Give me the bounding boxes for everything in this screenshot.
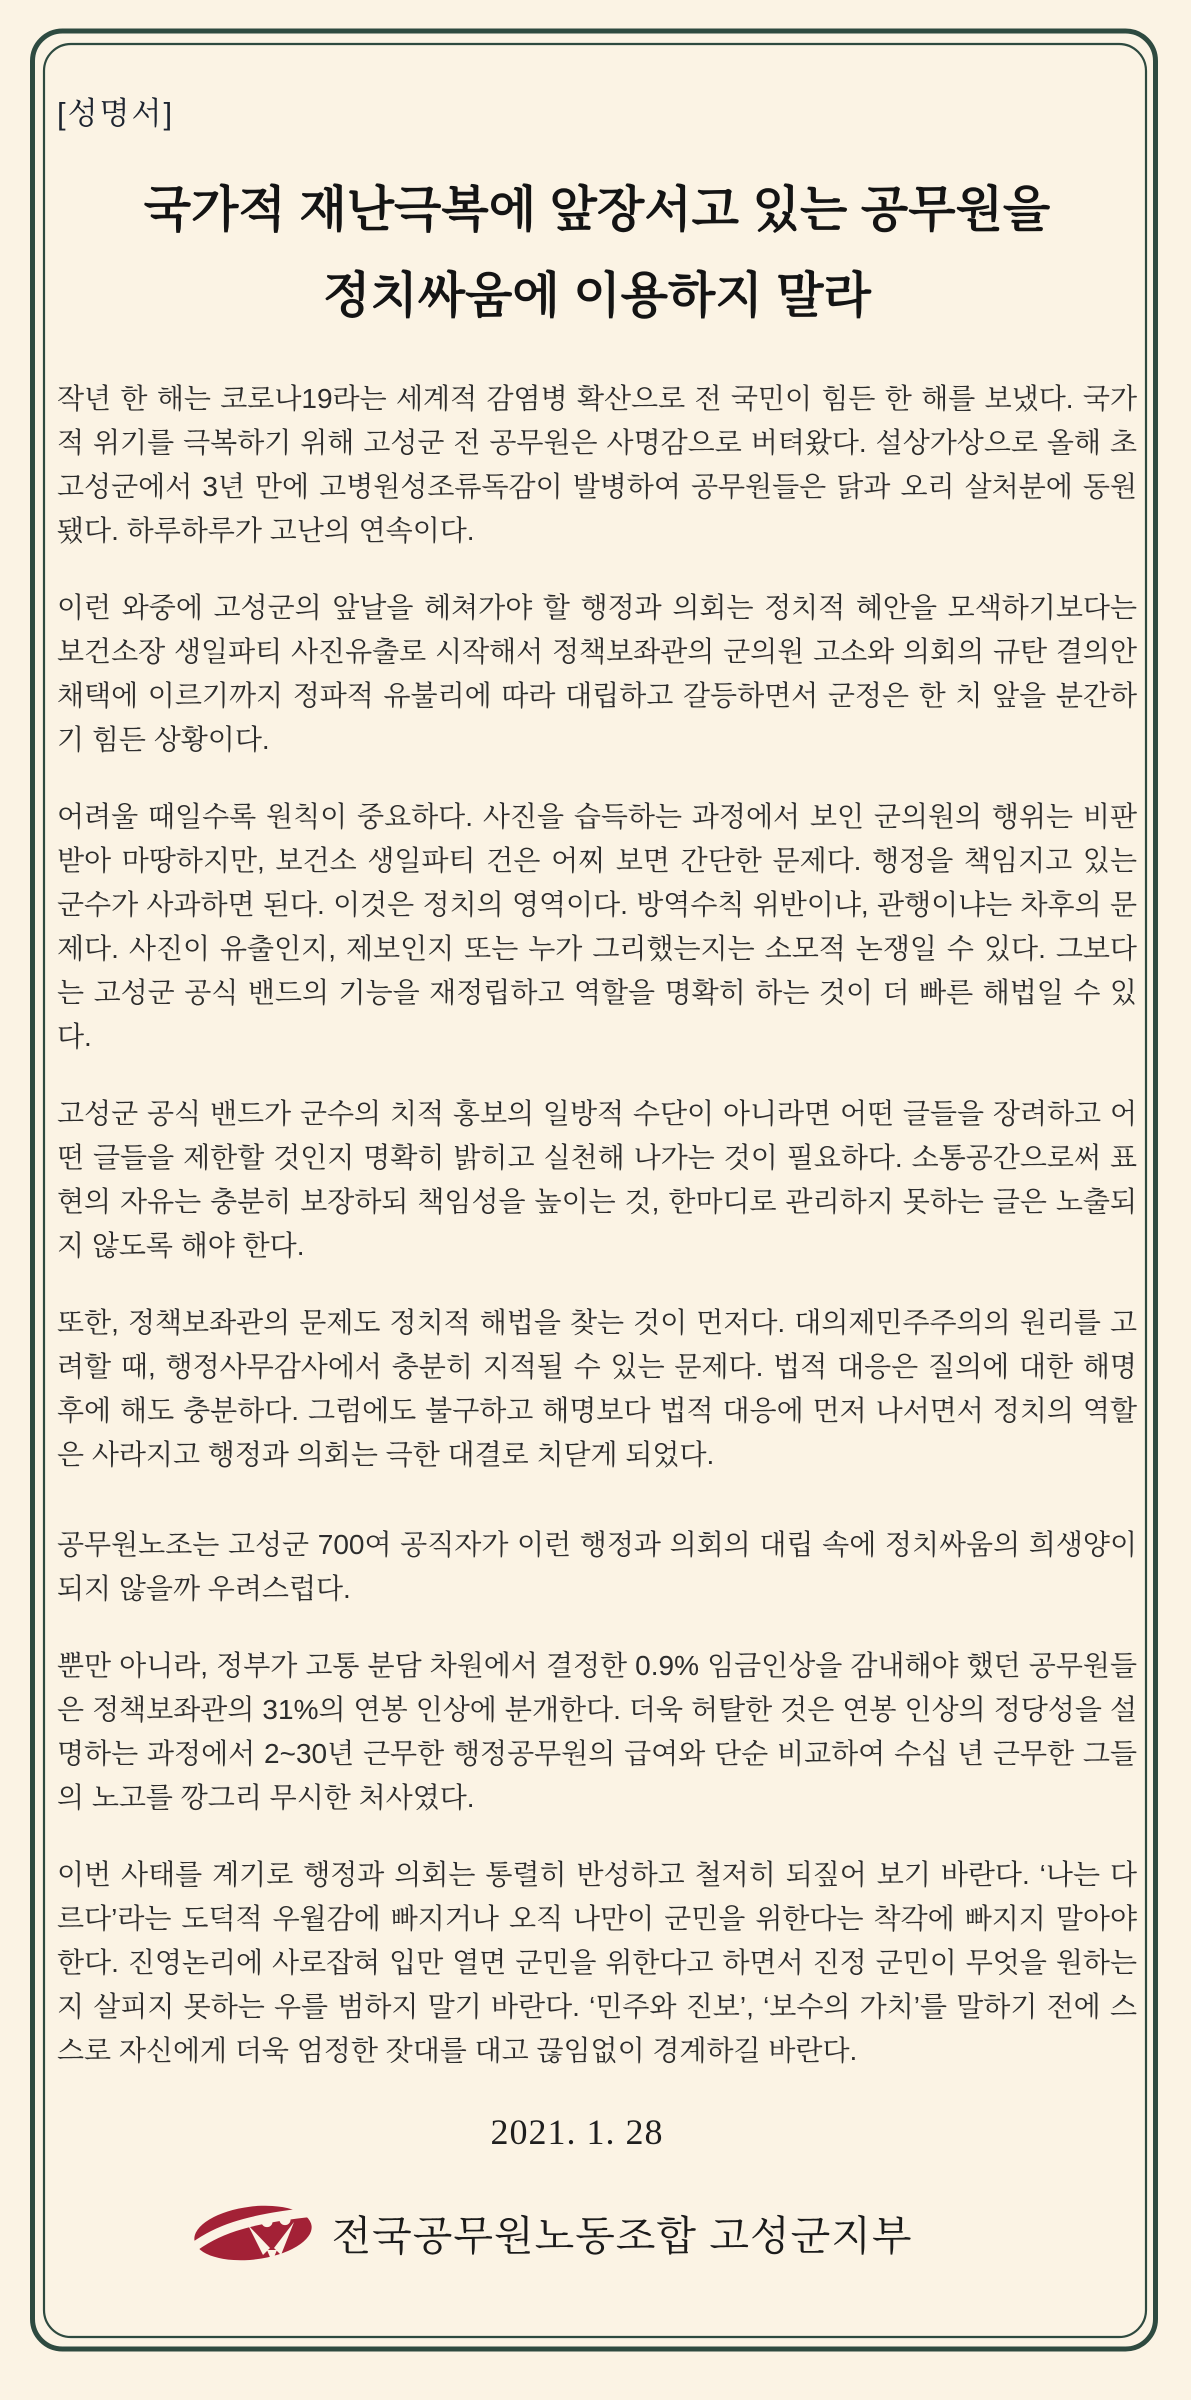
organization-name: 전국공무원노동조합 고성군지부 <box>331 2213 913 2259</box>
paragraph: 어려울 때일수록 원칙이 중요하다. 사진을 습득하는 과정에서 보인 군의원의 행위는 비판받아 마땅하지만, 보건소 생일파티 건은 어찌 보면 간단한 문제다. 행정을 책임지고 있는 군수가 사과하면 된다. 이것은 정치의 영역이다. 방역수칙 위반이냐, 관행이냐는 차후의 문제다. 사진이 유출인지, 제보인지 또는 누가 그리했는지는 소모적 논쟁일 수 있다. 그보다는 고성군 공식 밴드의 기능을 재정립하고 역할을 명확히 하는 것이 더 빠른 해법일 수 있다. <box>57 801 1137 1052</box>
paragraph: 작년 한 해는 코로나19라는 세계적 감염병 확산으로 전 국민이 힘든 한 해를 보냈다. 국가적 위기를 극복하기 위해 고성군 전 공무원은 사명감으로 버텨왔다. 설상가상으로 올해 초 고성군에서 3년 만에 고병원성조류독감이 발병하여 공무원들은 닭과 오리 살처분에 동원됐다. 하루하루가 고난의 연속이다. <box>57 383 1137 546</box>
statement-date: 2021. 1. 28 <box>490 2112 664 2152</box>
paragraph: 뿐만 아니라, 정부가 고통 분담 차원에서 결정한 0.9% 임금인상을 감내해야 했던 공무원들은 정책보좌관의 31%의 연봉 인상에 분개한다. 더욱 허탈한 것은 연봉 인상의 정당성을 설명하는 과정에서 2~30년 근무한 행정공무원의 급여와 단순 비교하여 수십 년 근무한 그들의 노고를 깡그리 무시한 처사였다. <box>57 1650 1137 1813</box>
page-title <box>57 167 1137 339</box>
footer-signature <box>12 2203 1092 2262</box>
paragraph: 이번 사태를 계기로 행정과 의회는 통렬히 반성하고 철저히 되짚어 보기 바란다. ‘나는 다르다’라는 도덕적 우월감에 빠지거나 오직 나만이 군민을 위한다는 착각에 빠지지 말아야 한다. 진영논리에 사로잡혀 입만 열면 군민을 위한다고 하면서 진정 군민이 무엇을 원하는지 살피지 못하는 우를 범하지 말기 바란다. ‘민주와 진보’, ‘보수의 가치’를 말하기 전에 스스로 자신에게 더욱 엄정한 잣대를 대고 끊임없이 경계하길 바란다. <box>57 1859 1137 2066</box>
doc-type-label: [성명서] <box>57 96 175 131</box>
paragraph: 공무원노조는 고성군 700여 공직자가 이런 행정과 의회의 대립 속에 정치싸움의 희생양이 되지 않을까 우려스럽다. <box>57 1529 1137 1604</box>
kgeu-union-emblem-icon <box>192 2204 314 2262</box>
paragraph: 고성군 공식 밴드가 군수의 치적 홍보의 일방적 수단이 아니라면 어떤 글들을 장려하고 어떤 글들을 제한할 것인지 명확히 밝히고 실천해 나가는 것이 필요하다. 소통공간으로써 표현의 자유는 충분히 보장하되 책임성을 높이는 것, 한마디로 관리하지 못하는 글은 노출되지 않도록 해야 한다. <box>57 1098 1137 1261</box>
statement-content <box>57 0 1137 2262</box>
paragraph: 이런 와중에 고성군의 앞날을 헤쳐가야 할 행정과 의회는 정치적 혜안을 모색하기보다는 보건소장 생일파티 사진유출로 시작해서 정책보좌관의 군의원 고소와 의회의 규탄 결의안 채택에 이르기까지 정파적 유불리에 따라 대립하고 갈등하면서 군정은 한 치 앞을 분간하기 힘든 상황이다. <box>57 592 1137 755</box>
title-line-2: 정치싸움에 이용하지 말라 <box>323 269 871 323</box>
title-line-1: 국가적 재난극복에 앞장서고 있는 공무원을 <box>143 183 1051 237</box>
paragraph: 또한, 정책보좌관의 문제도 정치적 해법을 찾는 것이 먼저다. 대의제민주주의의 원리를 고려할 때, 행정사무감사에서 충분히 지적될 수 있는 문제다. 법적 대응은 질의에 대한 해명 후에 해도 충분하다. 그럼에도 불구하고 해명보다 법적 대응에 먼저 나서면서 정치의 역할은 사라지고 행정과 의회는 극한 대결로 치닫게 되었다. <box>57 1307 1137 1470</box>
statement-body <box>57 377 1137 2073</box>
